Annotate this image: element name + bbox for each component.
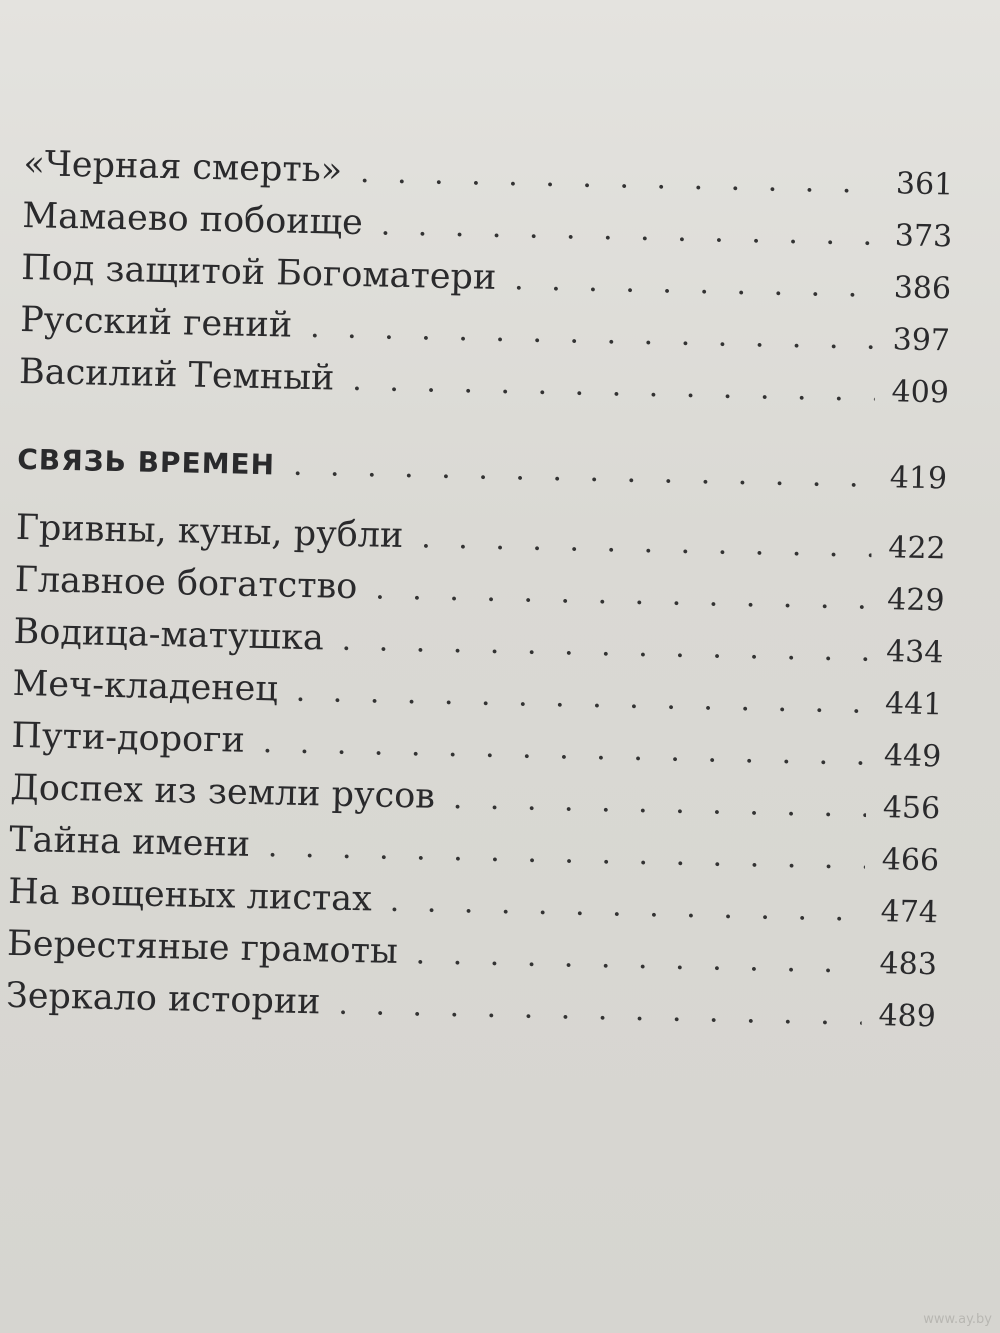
dot-leader	[421, 512, 872, 573]
toc-entry-title: Зеркало истории	[5, 975, 321, 1023]
dot-leader	[415, 928, 863, 989]
section-page: 419	[889, 460, 948, 497]
toc-entry-title: Русский гений	[19, 299, 293, 346]
toc-entry-title: Главное богатство	[14, 559, 358, 608]
toc-entry-title: Берестяные грамоты	[6, 923, 399, 973]
dot-leader	[352, 355, 876, 418]
dot-leader	[452, 773, 866, 834]
toc-entry-page: 449	[883, 738, 942, 775]
toc-entry-title: «Черная смерть»	[23, 143, 343, 191]
toc-entry-title: Пути-дороги	[11, 715, 246, 761]
toc-entry-page: 434	[885, 634, 944, 671]
table-of-contents	[5, 138, 953, 1041]
dot-leader	[338, 979, 862, 1042]
dot-leader	[514, 254, 878, 314]
toc-entry-page: 429	[886, 582, 945, 619]
toc-entry-page: 456	[882, 790, 941, 827]
toc-entry-page: 361	[895, 166, 954, 203]
toc-entry-title: Меч-кладенец	[12, 663, 279, 710]
toc-entry-page: 466	[881, 842, 940, 879]
section-title: СВЯЗЬ ВРЕМЕН	[16, 442, 276, 482]
toc-entry-title: Тайна имени	[8, 819, 251, 865]
toc-entry-title: На вощеных листах	[7, 871, 373, 920]
toc-entry-title: Мамаево побоище	[21, 195, 364, 244]
toc-entry-page: 483	[879, 946, 938, 983]
toc-entry-page: 441	[884, 686, 943, 723]
toc-entry-page: 474	[880, 894, 939, 931]
watermark: www.ay.by	[923, 1312, 992, 1327]
toc-entry-title: Василий Темный	[18, 351, 335, 399]
toc-entry-page: 386	[893, 270, 952, 307]
toc-entry-page: 422	[887, 530, 946, 567]
toc-entry-title: Водица-матушка	[13, 611, 325, 659]
toc-entry-title: Гривны, куны, рубли	[15, 507, 404, 557]
toc-entry-title: Доспех из земли русов	[9, 767, 436, 817]
toc-entry-page: 373	[894, 218, 953, 255]
toc-entry-page: 397	[892, 322, 951, 359]
toc-entry-page: 489	[878, 998, 937, 1035]
toc-entry-title: Под защитой Богоматери	[20, 247, 497, 298]
toc-entry-page: 409	[891, 374, 950, 411]
